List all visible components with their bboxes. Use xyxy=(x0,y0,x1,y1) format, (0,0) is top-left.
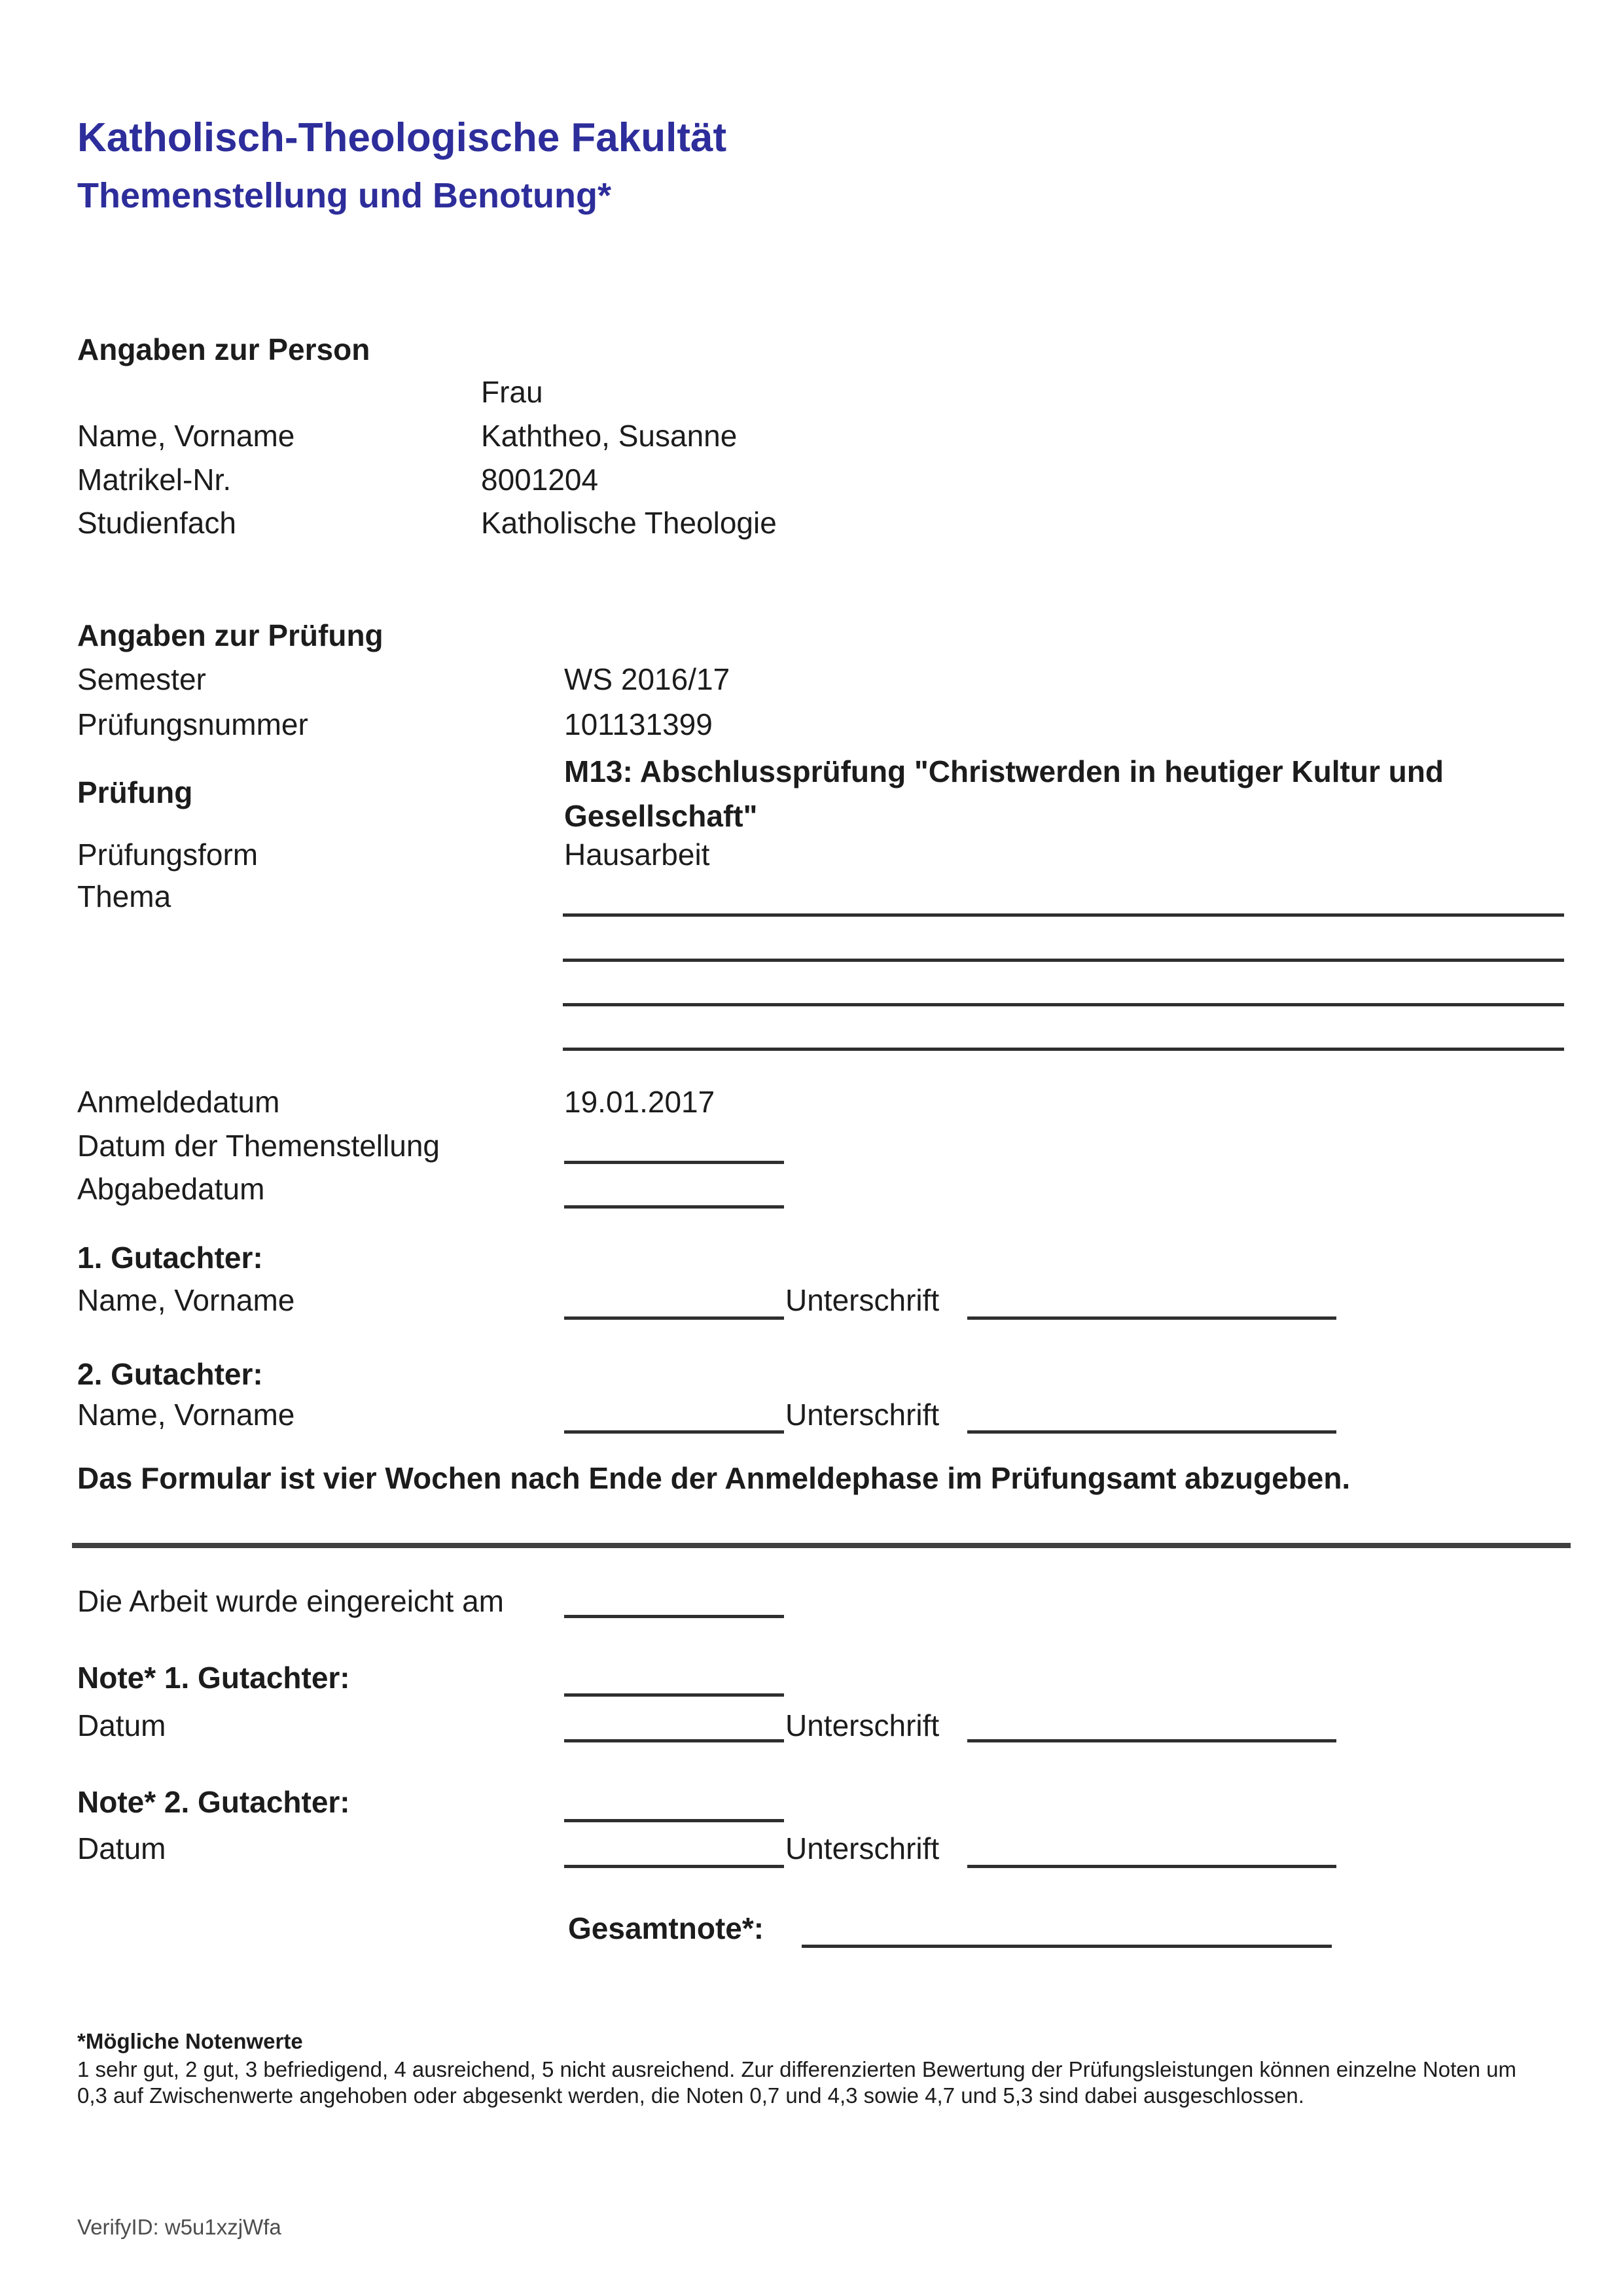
themenstellung-datum-blank-line xyxy=(564,1161,784,1164)
grade2-blank-line xyxy=(564,1819,784,1822)
grade2-date-label: Datum xyxy=(77,1831,166,1865)
verify-id: VerifyID: w5u1xzjWfa xyxy=(77,2215,281,2239)
reviewer2-signature-label: Unterschrift xyxy=(785,1398,940,1432)
reviewer2-name-label: Name, Vorname xyxy=(77,1398,295,1432)
thema-blank-line-3 xyxy=(563,1003,1564,1006)
reviewer1-signature-blank-line xyxy=(967,1316,1336,1320)
name-value: Kaththeo, Susanne xyxy=(481,419,738,453)
faculty-title: Katholisch-Theologische Fakultät xyxy=(77,115,727,160)
section-divider-rule xyxy=(72,1543,1571,1548)
grade1-signature-label: Unterschrift xyxy=(785,1708,940,1742)
grade1-blank-line xyxy=(564,1693,784,1697)
grade1-date-label: Datum xyxy=(77,1708,166,1742)
pruefung-value: M13: Abschlussprüfung "Christwerden in heutiger Kultur und Gesellschaft" xyxy=(564,754,1444,833)
reviewer1-name-blank-line xyxy=(564,1316,784,1320)
thema-blank-line-1 xyxy=(563,913,1564,917)
reviewer2-heading: 2. Gutachter: xyxy=(77,1357,263,1391)
submitted-on-blank-line xyxy=(564,1615,784,1618)
matrikel-label: Matrikel-Nr. xyxy=(77,463,232,497)
grade1-signature-blank-line xyxy=(967,1739,1336,1742)
submitted-on-label: Die Arbeit wurde eingereicht am xyxy=(77,1584,504,1618)
footnote-heading: *Mögliche Notenwerte xyxy=(77,2029,303,2053)
form-title: Themenstellung und Benotung* xyxy=(77,176,611,215)
grade2-signature-blank-line xyxy=(967,1865,1336,1868)
reviewer1-heading: 1. Gutachter: xyxy=(77,1241,263,1275)
grade1-heading: Note* 1. Gutachter: xyxy=(77,1661,350,1695)
abgabedatum-label: Abgabedatum xyxy=(77,1172,265,1206)
salutation-value: Frau xyxy=(481,375,543,409)
thema-blank-line-2 xyxy=(563,959,1564,962)
abgabedatum-blank-line xyxy=(564,1205,784,1209)
reviewer2-signature-blank-line xyxy=(967,1430,1336,1434)
semester-value: WS 2016/17 xyxy=(564,662,730,696)
reviewer1-name-label: Name, Vorname xyxy=(77,1283,295,1317)
pruefungsform-label: Prüfungsform xyxy=(77,838,259,872)
grade1-date-blank-line xyxy=(564,1739,784,1742)
semester-label: Semester xyxy=(77,662,206,696)
overall-grade-label: Gesamtnote*: xyxy=(568,1911,764,1945)
grade2-date-blank-line xyxy=(564,1865,784,1868)
studienfach-value: Katholische Theologie xyxy=(481,506,777,540)
exam-section-heading: Angaben zur Prüfung xyxy=(77,618,383,652)
person-section-heading: Angaben zur Person xyxy=(77,332,370,366)
pruefungsnummer-value: 101131399 xyxy=(564,707,713,741)
thema-label: Thema xyxy=(77,879,171,913)
anmeldedatum-label: Anmeldedatum xyxy=(77,1085,280,1119)
grade2-heading: Note* 2. Gutachter: xyxy=(77,1785,350,1819)
reviewer2-name-blank-line xyxy=(564,1430,784,1434)
reviewer1-signature-label: Unterschrift xyxy=(785,1283,940,1317)
submission-notice: Das Formular ist vier Wochen nach Ende der Anmeldephase im Prüfungsamt abzugeben. xyxy=(77,1461,1351,1495)
overall-grade-blank-line xyxy=(802,1945,1332,1948)
matrikel-value: 8001204 xyxy=(481,463,599,497)
themenstellung-datum-label: Datum der Themenstellung xyxy=(77,1129,440,1163)
pruefung-label: Prüfung xyxy=(77,775,193,809)
pruefungsnummer-label: Prüfungsnummer xyxy=(77,707,308,741)
pruefungsform-value: Hausarbeit xyxy=(564,838,710,872)
studienfach-label: Studienfach xyxy=(77,506,236,540)
name-label: Name, Vorname xyxy=(77,419,295,453)
anmeldedatum-value: 19.01.2017 xyxy=(564,1085,715,1119)
grade2-signature-label: Unterschrift xyxy=(785,1831,940,1865)
footnote-text: 1 sehr gut, 2 gut, 3 befriedigend, 4 ausreichend, 5 nicht ausreichend. Zur differenzierten Bewertung der Prüfungsleistungen können einzelne Noten um 0,3 auf Zwischenwerte angehoben oder abgesenkt werden, die Noten 0,7 und 4,3 sowie 4,7 und 5,3 sind dabei ausgeschlossen. xyxy=(77,2057,1516,2108)
thema-blank-line-4 xyxy=(563,1048,1564,1051)
